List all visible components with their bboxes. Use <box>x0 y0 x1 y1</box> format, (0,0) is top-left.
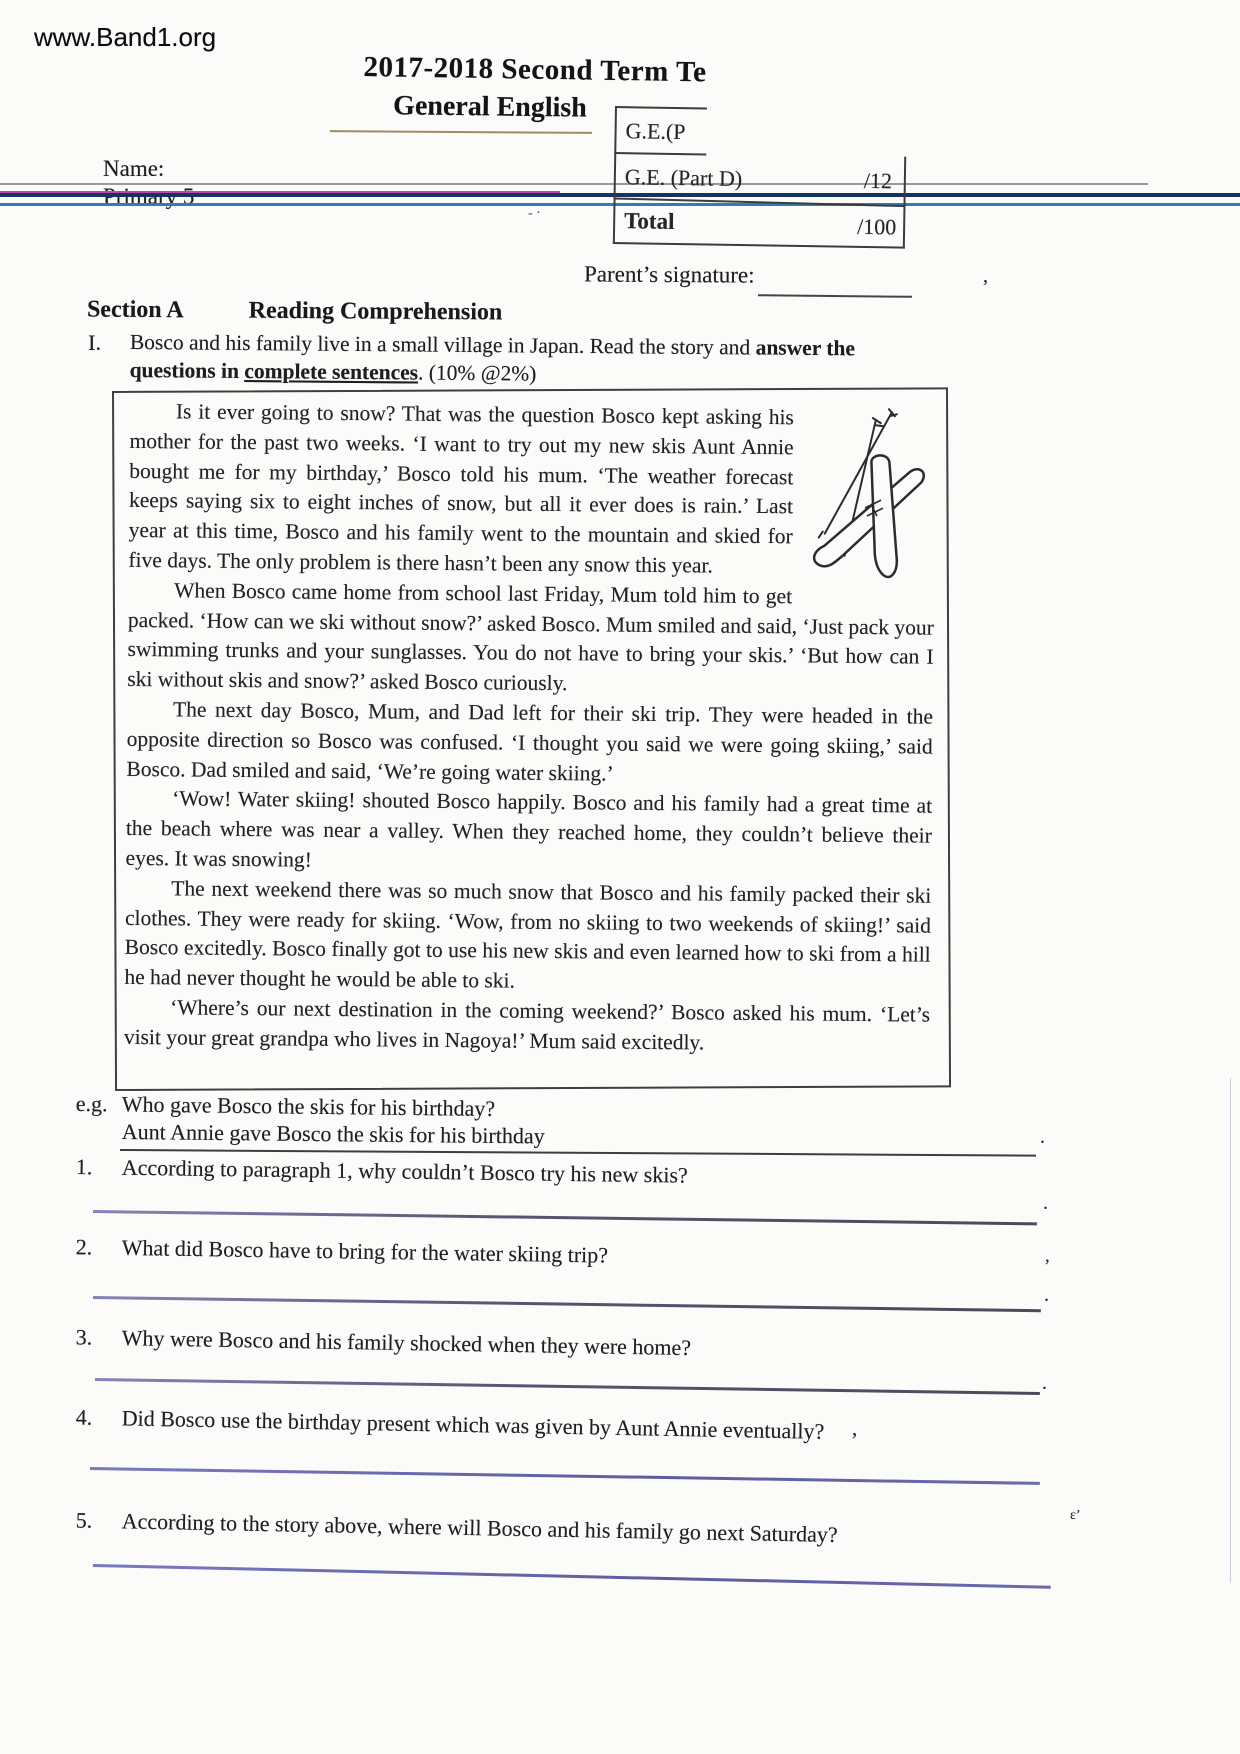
question-2-row <box>0 1233 1240 1268</box>
exam-title: 2017-2018 Second Term Te <box>363 50 707 89</box>
question-1-text: According to paragraph 1, why couldn’t Bosco try his new skis? <box>121 1154 688 1188</box>
speck-mark: . <box>1042 1372 1047 1394</box>
question-3-number: 3. <box>75 1324 93 1350</box>
score-row-ge-part-d-max: /12 <box>863 167 893 194</box>
watermark-text: www.Band1.org <box>34 22 217 52</box>
question-2-number: 2. <box>75 1234 93 1260</box>
example-question-row <box>0 1090 1240 1122</box>
reading-passage <box>124 397 936 1060</box>
speck-mark: ’ <box>982 276 989 298</box>
score-table-border-top <box>615 106 707 109</box>
question-5-row <box>0 1506 1240 1548</box>
speck-mark: - · <box>528 206 541 221</box>
speck-mark: . <box>1044 1284 1049 1306</box>
passage-paragraph-5: The next weekend there was so much snow that Bosco and his family packed their ski clothes. They were ready for skiing. ‘Wow, from no skiing to two weekends of skiing!’ said Bosco excitedly. Bosco finally got to use his new skis and even learned how to ski from a hill he had never thought he would be able to ski. <box>124 876 932 993</box>
question-3-row <box>0 1323 1240 1361</box>
question-4-row <box>0 1403 1240 1444</box>
question-3-text: Why were Bosco and his family shocked when they were home? <box>121 1325 692 1361</box>
answer-line-4 <box>90 1467 1040 1484</box>
speck-mark: ε’ <box>1070 1508 1081 1523</box>
reading-passage-box <box>112 387 951 1091</box>
instruction-tail: . (10% @2%) <box>417 360 537 386</box>
answer-line-5 <box>93 1564 1051 1588</box>
example-label: e.g. <box>75 1090 108 1117</box>
instruction-bold-2: questions in <box>129 357 245 383</box>
question-4-text: Did Bosco use the birthday present which was given by Aunt Annie eventually? <box>121 1405 825 1444</box>
question-1-number: 1. <box>75 1154 93 1180</box>
score-table-border-left <box>613 106 617 244</box>
passage-paragraph-2: When Bosco came home from school last Friday, Mum told him to get packed. ‘How can we ski without snow?’ asked Bosco. Mum smiled and said, ‘Just pack your swimming trunks and your sunglasses. You do not have to bring your skis.’ ‘But how can I ski without skis and snow?’ asked Bosco curiously. <box>127 578 934 696</box>
question-1-row <box>0 1153 1240 1188</box>
answer-line-1 <box>93 1210 1037 1225</box>
score-table-row2-border <box>614 197 906 207</box>
answer-line-2 <box>93 1296 1041 1312</box>
instruction-bold-underline: complete sentences <box>244 358 419 385</box>
example-answer-text: Aunt Annie gave Bosco the skis for his birthday <box>121 1119 545 1149</box>
instruction-numeral: I. <box>88 330 102 355</box>
section-id: Section A <box>86 296 184 324</box>
question-2-text: What did Bosco have to bring for the water skiing trip? <box>121 1234 609 1268</box>
passage-paragraph-6: ‘Where’s our next destination in the coming weekend?’ Bosco asked his mum. ‘Let’s visit your great grandpa who lives in Nagoya!’ Mum said excitedly. <box>123 995 931 1055</box>
instruction-normal: Bosco and his family live in a small village in Japan. Read the story and <box>129 329 756 360</box>
passage-paragraph-1: Is it ever going to snow? That was the question Bosco kept asking his mother for the past two weeks. ‘I want to try out my new skis Aunt Annie bought me for my birthday,’ Bosco told his mum. ‘The weather forecast keeps saying six to eight inches of snow, but all it ever does is rain.’ Last year at this time, Bosco and his family went to the mountain and skied for five days. The only problem is there hasn’t been any snow this year. <box>128 399 794 578</box>
class-label <box>103 184 194 210</box>
instruction-text <box>130 329 975 391</box>
speck-mark: . <box>1043 1192 1048 1214</box>
scan-line-gray <box>0 183 1148 185</box>
section-heading <box>87 297 502 327</box>
score-row-total: Total <box>624 208 675 234</box>
speck-mark: , <box>852 1416 858 1440</box>
subject-underline <box>330 130 592 134</box>
scan-edge-line <box>1230 1078 1231 1583</box>
passage-paragraph-4: ‘Wow! Water skiing! shouted Bosco happily. Bosco and his family had a great time at the beach where was near a valley. When they reached home, they couldn’t believe their eyes. It was snowing! <box>125 786 933 872</box>
score-row-ge-part-d: G.E. (Part D) <box>624 164 743 192</box>
question-4-number: 4. <box>75 1404 93 1430</box>
speck-mark: . <box>1040 1126 1045 1148</box>
question-5-text: According to the story above, where will Bosco and his family go next Saturday? <box>121 1508 838 1548</box>
ski-icon <box>804 405 936 582</box>
example-question-text: Who gave Bosco the skis for his birthday? <box>121 1091 496 1122</box>
instruction-bold-1: answer the <box>755 335 856 361</box>
score-row-total-max: /100 <box>856 213 897 240</box>
score-row-ge-part-clipped: G.E.(P <box>625 118 686 145</box>
parent-signature-label: Parent’s signature: <box>583 261 755 288</box>
answer-line-3 <box>95 1378 1040 1395</box>
section-title: Reading Comprehension <box>248 297 503 326</box>
score-table-border-bottom <box>613 242 905 249</box>
exam-subject: General English <box>392 90 588 124</box>
name-label: Name: <box>103 156 165 181</box>
score-table-row1-border <box>614 152 706 155</box>
example-answer-underline <box>120 1149 1036 1157</box>
passage-paragraph-3: The next day Bosco, Mum, and Dad left for their ski trip. They were headed in the opposite direction so Bosco was confused. ‘I thought you said we were going skiing,’ said Bosco. Dad smiled and said, ‘We’re going water skiing.’ <box>126 697 934 786</box>
score-table <box>613 106 907 249</box>
parent-signature-line <box>758 294 912 298</box>
speck-mark: ’ <box>1044 1256 1051 1277</box>
question-5-number: 5. <box>75 1507 93 1533</box>
